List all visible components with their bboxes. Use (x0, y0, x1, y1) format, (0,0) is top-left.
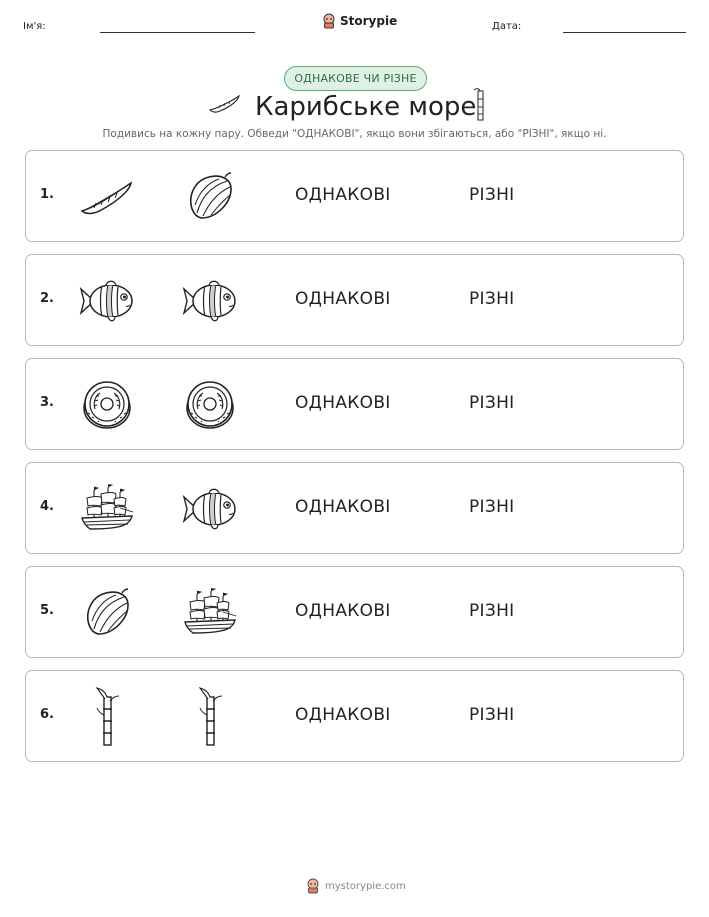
option-same[interactable]: ОДНАКОВІ (295, 393, 391, 413)
row-number: 1. (40, 187, 54, 202)
fish-icon (181, 481, 239, 537)
option-same[interactable]: ОДНАКОВІ (295, 705, 391, 725)
page-title: Карибське море (255, 92, 477, 122)
option-different[interactable]: РІЗНІ (469, 497, 515, 517)
option-different[interactable]: РІЗНІ (469, 601, 515, 621)
option-different[interactable]: РІЗНІ (469, 705, 515, 725)
sugarcane-icon (473, 88, 487, 126)
option-same[interactable]: ОДНАКОВІ (295, 497, 391, 517)
exercise-row (25, 254, 684, 346)
title-row (0, 88, 709, 130)
row-number: 4. (40, 499, 54, 514)
cocoa-pod-icon (181, 169, 239, 225)
option-different[interactable]: РІЗНІ (469, 289, 515, 309)
ship-icon (181, 585, 239, 641)
sugarcane-icon (181, 689, 239, 745)
option-same[interactable]: ОДНАКОВІ (295, 601, 391, 621)
option-different[interactable]: РІЗНІ (469, 185, 515, 205)
worksheet-type-badge: ОДНАКОВЕ ЧИ РІЗНЕ (284, 66, 427, 91)
canoe-icon (208, 94, 242, 118)
coin-icon (181, 377, 239, 433)
exercise-row (25, 358, 684, 450)
exercise-row (25, 670, 684, 762)
option-same[interactable]: ОДНАКОВІ (295, 289, 391, 309)
fish-icon (181, 273, 239, 329)
fish-icon (78, 273, 136, 329)
exercise-row (25, 462, 684, 554)
option-same[interactable]: ОДНАКОВІ (295, 185, 391, 205)
cocoa-pod-icon (78, 585, 136, 641)
ship-icon (78, 481, 136, 537)
footer (306, 878, 406, 894)
option-different[interactable]: РІЗНІ (469, 393, 515, 413)
instructions: Подивись на кожну пару. Обведи "ОДНАКОВІ", якщо вони збігаються, або "РІЗНІ", якщо ні. (102, 128, 607, 140)
row-number: 2. (40, 291, 54, 306)
name-label: Ім'я: (23, 21, 46, 32)
row-number: 5. (40, 603, 54, 618)
date-line[interactable] (563, 32, 686, 33)
sugarcane-icon (78, 689, 136, 745)
footer-url[interactable]: mystorypie.com (325, 880, 406, 892)
storypie-mascot-icon (322, 13, 336, 29)
storypie-mascot-icon (306, 878, 320, 894)
brand-logo (322, 13, 397, 29)
exercise-row (25, 566, 684, 658)
coin-icon (78, 377, 136, 433)
canoe-icon (78, 169, 136, 225)
name-line[interactable] (100, 32, 255, 33)
brand-name: Storypie (340, 14, 398, 28)
row-number: 6. (40, 707, 54, 722)
date-label: Дата: (492, 21, 522, 32)
row-number: 3. (40, 395, 54, 410)
exercise-row (25, 150, 684, 242)
